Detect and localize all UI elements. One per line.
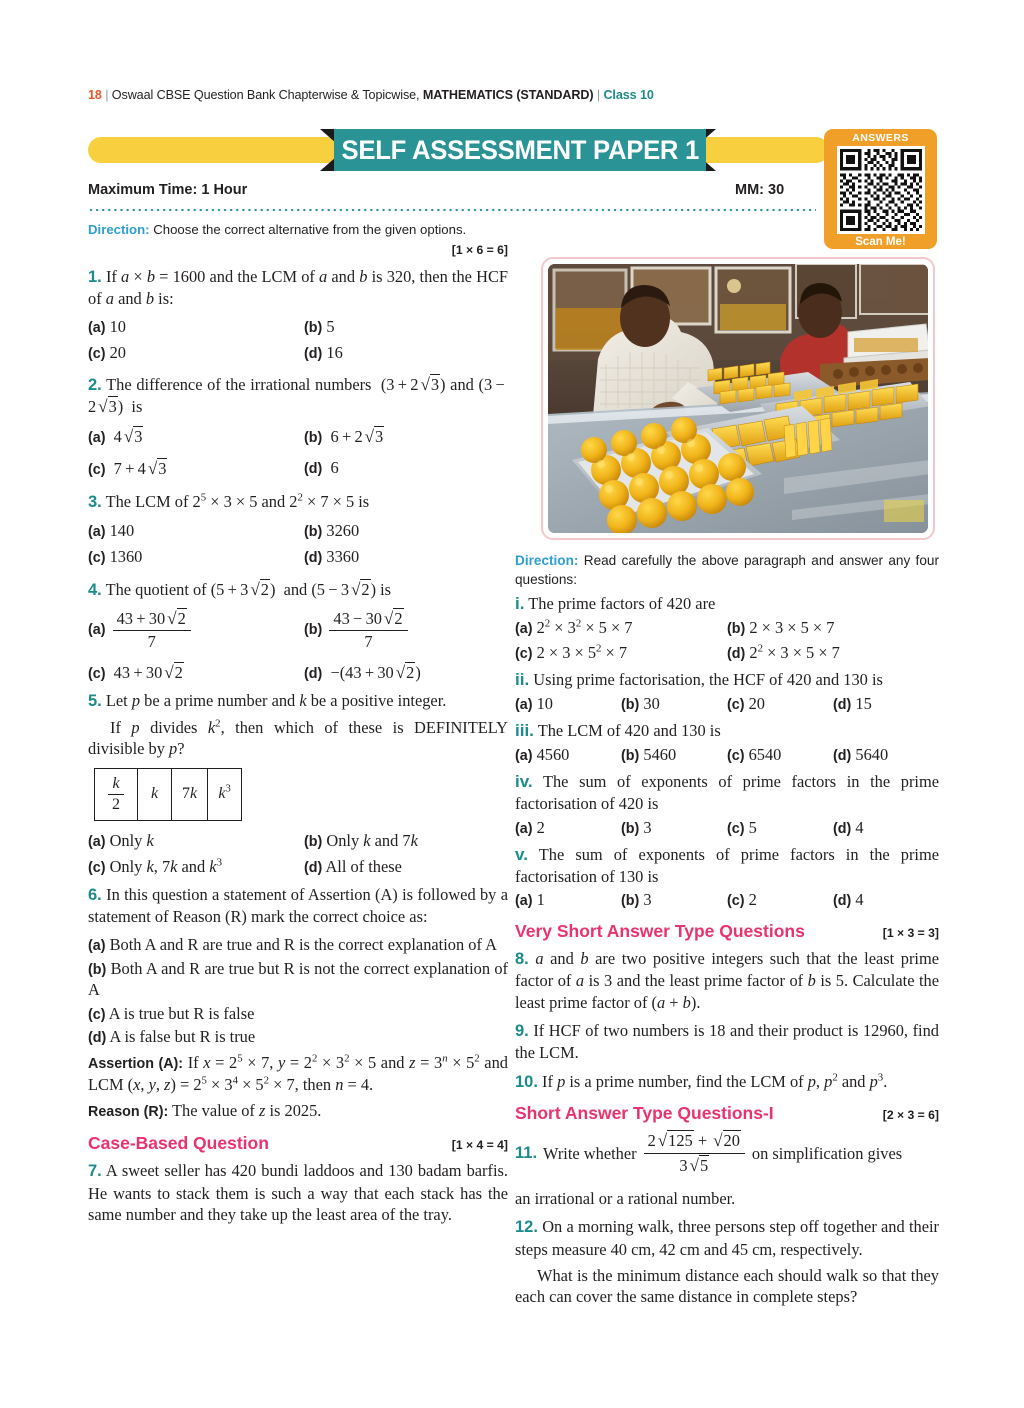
sub-question-iii-number: iii. xyxy=(515,721,534,741)
question-11-fraction: $\frac{2 √125 + √20}{3 √5}$ xyxy=(644,1130,745,1178)
option-3b[interactable] xyxy=(298,521,508,541)
table-cell-k-over-2: $\frac{k}{2}$ xyxy=(95,768,138,820)
option-6a[interactable] xyxy=(88,934,508,956)
option-iv-d-value: 4 xyxy=(855,817,864,837)
option-6d[interactable] xyxy=(88,1026,508,1048)
right-column xyxy=(515,552,939,1315)
option-ii-a-value: 10 xyxy=(536,694,553,714)
option-2d[interactable]: (d) 6 xyxy=(304,457,339,477)
vsa-section-header xyxy=(515,921,939,942)
option-ii-c[interactable] xyxy=(727,694,833,715)
option-2c[interactable]: (c) 7 + 4 √3 xyxy=(88,458,167,478)
question-4 xyxy=(88,579,508,601)
option-v-d-value: 4 xyxy=(855,889,864,909)
sub-question-ii-number: ii. xyxy=(515,670,530,690)
sub-ii-options xyxy=(515,694,939,715)
option-3d-value: 3360 xyxy=(326,547,360,567)
maximum-time: Maximum Time: 1 Hour xyxy=(88,182,248,198)
option-v-d-label: (d) xyxy=(833,892,852,909)
option-v-c-label: (c) xyxy=(727,892,745,909)
option-ii-c-label: (c) xyxy=(727,697,745,714)
question-1-options-row-2 xyxy=(88,343,508,363)
option-v-b[interactable] xyxy=(621,890,727,911)
option-1b-label: (b) xyxy=(304,319,323,336)
question-1-options-row-1 xyxy=(88,317,508,337)
option-4a[interactable] xyxy=(88,608,298,652)
option-1b[interactable] xyxy=(298,317,508,337)
option-iv-a-label: (a) xyxy=(515,820,533,837)
question-1 xyxy=(88,266,508,310)
option-4c[interactable]: (c) 43 + 30 √2 xyxy=(88,663,183,683)
option-iv-d-label: (d) xyxy=(833,820,852,837)
question-4-text: The quotient of (5 + 3 √2) and (5 − 3 √2) is xyxy=(105,579,392,599)
option-2b-label: (b) xyxy=(304,430,323,447)
option-2a[interactable]: (a) 4 √3 xyxy=(88,427,143,447)
option-iii-a-value: 4560 xyxy=(536,745,570,765)
option-4a-label: (a) xyxy=(88,621,106,638)
option-3c-value: 1360 xyxy=(109,547,143,567)
qr-top-label: ANSWERS xyxy=(852,132,909,144)
option-iii-a-label: (a) xyxy=(515,748,533,765)
option-2b[interactable]: (b) 6 + 2 √3 xyxy=(304,427,384,447)
question-7 xyxy=(88,1160,508,1225)
option-i-c-label: (c) xyxy=(515,646,533,663)
option-iii-d-label: (d) xyxy=(833,748,852,765)
option-iii-b-label: (b) xyxy=(621,748,640,765)
sub-question-iv-number: iv. xyxy=(515,772,533,792)
option-6b-label: (b) xyxy=(88,961,107,978)
vsa-heading: Very Short Answer Type Questions xyxy=(515,920,805,941)
option-ii-b[interactable] xyxy=(621,694,727,715)
assertion-text: If $x = 2^5 \times 7$, $y = 2^2 \times 3^2 \times 5$ and $z = 3^n \times 5^2$ and LCM (x, y, $z) = 2^5 \times 3^4 \times 5^2 \times 7$, then n = 4. xyxy=(88,1052,508,1094)
sub-question-i xyxy=(515,593,939,615)
table-cell-7k: 7k xyxy=(172,768,208,820)
option-iv-d[interactable] xyxy=(833,818,939,839)
option-v-b-label: (b) xyxy=(621,892,640,909)
question-10-text: If p is a prime number, find the LCM of p, $p^2$ and $p^3$. xyxy=(542,1071,888,1091)
question-5-table xyxy=(94,768,242,821)
direction-case-based xyxy=(515,552,939,590)
table-row xyxy=(95,768,242,820)
question-3-options-row-2 xyxy=(88,547,508,567)
sub-question-ii-text: Using prime factorisation, the HCF of 420 and 130 is xyxy=(533,670,883,690)
option-3c-label: (c) xyxy=(88,550,106,567)
direction-case-label: Direction: xyxy=(515,553,579,568)
qr-bottom-label: Scan Me! xyxy=(855,236,906,248)
option-1c-label: (c) xyxy=(88,346,106,363)
option-ii-b-label: (b) xyxy=(621,697,640,714)
option-iv-c[interactable] xyxy=(727,818,833,839)
question-6 xyxy=(88,884,508,928)
option-v-c-value: 2 xyxy=(748,889,757,909)
sub-question-iii xyxy=(515,720,939,742)
question-11-mid: on simplification gives xyxy=(751,1144,903,1164)
sub-question-i-number: i. xyxy=(515,593,525,613)
ribbon-teal-center xyxy=(334,129,706,171)
question-8 xyxy=(515,948,939,1013)
question-1-number: 1. xyxy=(88,268,102,286)
table-cell-k: k xyxy=(138,768,172,820)
question-2-number: 2. xyxy=(88,375,102,394)
question-12 xyxy=(515,1216,939,1260)
reason-text: The value of z is 2025. xyxy=(172,1100,322,1120)
question-11 xyxy=(515,1130,939,1178)
option-5a-label: (a) xyxy=(88,833,106,850)
option-ii-d-label: (d) xyxy=(833,697,852,714)
question-5 xyxy=(88,690,508,712)
option-5c[interactable]: (c) Only k, 7k and $k^3$ xyxy=(88,856,222,877)
option-i-d[interactable]: (d) $2^2 \times 3 \times 5 \times 7$ xyxy=(727,642,840,663)
question-9-text: If HCF of two numbers is 18 and their product is 12960, find the LCM. xyxy=(515,1020,939,1063)
sub-question-ii xyxy=(515,669,939,691)
sub-question-iv xyxy=(515,771,939,814)
option-ii-b-value: 30 xyxy=(643,694,660,714)
option-3b-value: 3260 xyxy=(326,520,360,540)
sub-question-v-number: v. xyxy=(515,844,528,864)
question-12-text: On a morning walk, three persons step off together and their steps measure 40 cm, 42 cm and 45 cm, respectively. xyxy=(515,1217,939,1259)
option-4b-fraction: $\frac{43 - 30 √2}{7}$ xyxy=(329,608,407,652)
question-2-options-row-1 xyxy=(88,426,508,447)
option-4b[interactable] xyxy=(298,608,508,652)
option-1a[interactable] xyxy=(88,317,298,337)
option-iv-c-label: (c) xyxy=(727,820,745,837)
direction-mcq xyxy=(88,222,648,237)
option-i-a[interactable]: (a) $2^2 \times 3^2 \times 5 \times 7$ xyxy=(515,617,633,637)
option-v-d[interactable] xyxy=(833,890,939,911)
option-1a-label: (a) xyxy=(88,319,106,336)
dotted-divider xyxy=(88,208,816,212)
option-v-a-label: (a) xyxy=(515,892,533,909)
case-study-image-frame xyxy=(541,257,935,540)
vsa-marks: [1 × 3 = 3] xyxy=(882,925,939,940)
case-based-heading: Case-Based Question xyxy=(88,1133,269,1154)
sweet-shop-illustration xyxy=(548,264,928,533)
sub-v-options xyxy=(515,890,939,911)
question-6-number: 6. xyxy=(88,885,102,904)
question-5-number: 5. xyxy=(88,691,102,710)
option-5d[interactable]: (d) All of these xyxy=(304,857,402,877)
ribbon-yellow-right xyxy=(701,137,829,163)
sweet-shop-photo xyxy=(548,264,928,533)
question-9 xyxy=(515,1020,939,1064)
question-5-options-row-2 xyxy=(88,857,508,877)
option-6b-value: Both A and R are true but R is not the correct explanation of A xyxy=(88,958,508,1000)
assertion-label: Assertion (A): xyxy=(88,1055,184,1072)
maximum-marks: MM: 30 xyxy=(735,182,785,198)
option-3a[interactable] xyxy=(88,521,298,541)
case-based-marks: [1 × 4 = 4] xyxy=(451,1138,508,1153)
sub-iv-options xyxy=(515,818,939,839)
option-6c-label: (c) xyxy=(88,1006,106,1023)
option-i-c[interactable]: (c) $2 \times 3 \times 5^2 \times 7$ xyxy=(515,642,628,663)
option-1d-label: (d) xyxy=(304,346,323,363)
option-1d-value: 16 xyxy=(326,343,343,363)
question-5-options-row-1 xyxy=(88,831,508,851)
option-v-a-value: 1 xyxy=(536,889,545,909)
direction-case-text: Read carefully the above paragraph and answer any four questions: xyxy=(515,553,939,587)
question-8-number: 8. xyxy=(515,949,529,968)
option-iii-b-value: 5460 xyxy=(643,745,677,765)
page-number: 18 xyxy=(88,88,102,102)
option-v-a[interactable] xyxy=(515,890,621,911)
option-iii-c-value: 6540 xyxy=(748,745,782,765)
option-2a-label: (a) xyxy=(88,430,106,447)
class-label: Class 10 xyxy=(603,88,654,102)
option-1c-value: 20 xyxy=(109,343,126,363)
option-ii-d[interactable] xyxy=(833,694,939,715)
option-5b[interactable]: (b) Only k and 7k xyxy=(304,830,418,850)
option-2d-label: (d) xyxy=(304,460,323,477)
sa1-marks: [2 × 3 = 6] xyxy=(882,1108,939,1123)
question-3 xyxy=(88,491,508,513)
sa1-section-header xyxy=(515,1103,939,1124)
question-6-text: In this question a statement of Assertion (A) is followed by a statement of Reason (R) mark the correct choice as: xyxy=(88,884,508,926)
sub-iii-options xyxy=(515,745,939,766)
sub-question-i-text: The prime factors of 420 are xyxy=(528,593,716,613)
option-1c[interactable] xyxy=(88,343,298,363)
sub-i-options-row-2 xyxy=(515,643,939,664)
option-4c-label: (c) xyxy=(88,666,106,683)
question-11-lead: Write whether xyxy=(543,1144,637,1164)
option-iv-b[interactable] xyxy=(621,818,727,839)
option-3b-label: (b) xyxy=(304,523,323,540)
question-10 xyxy=(515,1071,939,1093)
option-iv-a-value: 2 xyxy=(536,817,545,837)
option-ii-d-value: 15 xyxy=(855,694,872,714)
paper-title: SELF ASSESSMENT PAPER 1 xyxy=(341,134,699,165)
option-5d-label: (d) xyxy=(304,860,323,877)
option-iv-b-value: 3 xyxy=(643,817,652,837)
qr-code-svg xyxy=(837,146,925,234)
sub-question-iii-text: The LCM of 420 and 130 is xyxy=(537,721,721,741)
answers-qr-card[interactable] xyxy=(824,129,937,249)
option-6a-label: (a) xyxy=(88,938,106,955)
option-ii-a[interactable] xyxy=(515,694,621,715)
assertion-statement xyxy=(88,1052,508,1095)
option-3a-value: 140 xyxy=(109,520,135,540)
option-iii-a[interactable] xyxy=(515,745,621,766)
mcq-marks: [1 × 6 = 6] xyxy=(451,243,508,257)
option-4d[interactable]: (d) −(43 + 30 √2) xyxy=(304,663,421,683)
option-3c[interactable] xyxy=(88,547,298,567)
question-4-options-row-2 xyxy=(88,662,508,683)
left-column xyxy=(88,266,508,1233)
question-2-options-row-2 xyxy=(88,458,508,479)
reason-statement xyxy=(88,1100,508,1122)
sub-question-v xyxy=(515,844,939,887)
sub-i-options-row-1 xyxy=(515,618,939,639)
option-iii-c[interactable] xyxy=(727,745,833,766)
question-7-number: 7. xyxy=(88,1162,102,1181)
subject-title: MATHEMATICS (STANDARD) xyxy=(422,88,594,102)
option-4b-label: (b) xyxy=(304,621,323,638)
option-4d-label: (d) xyxy=(304,666,323,683)
running-head: 18 | Oswaal CBSE Question Bank Chapterwise & Topicwise, MATHEMATICS (STANDARD) | Class 10 xyxy=(88,88,654,102)
sub-question-v-text: The sum of exponents of prime factors in the prime factorisation of 130 is xyxy=(515,844,940,886)
question-11-tail: an irrational or a rational number. xyxy=(515,1188,736,1208)
sub-question-iv-text: The sum of exponents of prime factors in the prime factorisation of 420 is xyxy=(515,772,939,814)
option-6c[interactable] xyxy=(88,1003,508,1025)
option-1a-value: 10 xyxy=(109,316,126,336)
book-title: Oswaal CBSE Question Bank Chapterwise & Topicwise, xyxy=(111,88,420,102)
option-3d-label: (d) xyxy=(304,550,323,567)
option-iii-d[interactable] xyxy=(833,745,939,766)
option-1d[interactable] xyxy=(298,343,508,363)
option-3d[interactable] xyxy=(298,547,508,567)
question-5-line1: Let p be a prime number and k be a positive integer. xyxy=(105,690,447,710)
option-1b-value: 5 xyxy=(326,316,335,336)
direction-label: Direction: xyxy=(88,222,150,237)
question-2-text: The difference of the irrational numbers (3 + 2 √3) and (3 − 2 √3) is xyxy=(88,374,509,417)
question-4-options-row-1 xyxy=(88,608,508,652)
case-based-section-header xyxy=(88,1133,508,1154)
option-6d-value: A is false but R is true xyxy=(109,1027,256,1047)
table-cell-k3: $k^3$ xyxy=(208,768,242,820)
option-iii-b[interactable] xyxy=(621,745,727,766)
question-3-options-row-1 xyxy=(88,521,508,541)
sa1-heading: Short Answer Type Questions-I xyxy=(515,1103,774,1124)
option-3a-label: (a) xyxy=(88,523,106,540)
option-i-b-label: (b) xyxy=(727,620,746,637)
option-iii-d-value: 5640 xyxy=(855,745,889,765)
paper-title-banner xyxy=(88,128,844,172)
option-v-b-value: 3 xyxy=(643,889,652,909)
question-7-text: A sweet seller has 420 bundi laddoos and 130 badam barfis. He wants to stack them is such a way that each stack has the same number and they take up the least area of the tray. xyxy=(88,1161,508,1225)
option-6b[interactable] xyxy=(88,958,508,1001)
question-3-text: The LCM of $2^5 \times 3 \times 5$ and $2^2 \times 7 \times 5$ is xyxy=(105,491,370,512)
question-1-text: If a × b = 1600 and the LCM of a and b is 320, then the HCF of a and b is: xyxy=(88,267,509,309)
option-iii-c-label: (c) xyxy=(727,748,745,765)
option-6a-value: Both A and R are true and R is the correct explanation of A xyxy=(109,935,497,955)
option-6c-value: A is true but R is false xyxy=(108,1003,255,1023)
option-v-c[interactable] xyxy=(727,890,833,911)
option-6d-label: (d) xyxy=(88,1030,107,1047)
question-12-number: 12. xyxy=(515,1218,538,1237)
option-i-b[interactable]: (b) 2 × 3 × 5 × 7 xyxy=(727,617,835,637)
question-11-number: 11. xyxy=(515,1144,538,1163)
option-5a[interactable]: (a) Only k xyxy=(88,830,154,850)
question-3-number: 3. xyxy=(88,493,102,512)
question-9-number: 9. xyxy=(515,1021,529,1040)
option-2c-label: (c) xyxy=(88,461,106,478)
direction-text: Choose the correct alternative from the given options. xyxy=(153,222,467,237)
question-8-text: a and b are two positive integers such that the least prime factor of a is 3 and the least prime factor of b is 5. Calculate the least prime factor of (a + b). xyxy=(515,948,939,1012)
option-ii-c-value: 20 xyxy=(748,694,765,714)
qr-code[interactable] xyxy=(837,146,925,234)
question-5-line2: If p divides $k^2$, then which of these is DEFINITELY divisible by p? xyxy=(88,717,508,759)
option-iv-b-label: (b) xyxy=(621,820,640,837)
option-4a-fraction: $\frac{43 + 30 √2}{7}$ xyxy=(113,608,191,652)
question-10-number: 10. xyxy=(515,1072,538,1091)
option-iv-a[interactable] xyxy=(515,818,621,839)
question-12-text2: What is the minimum distance each should walk so that they each can cover the same distance in complete steps? xyxy=(515,1265,939,1307)
option-i-a-label: (a) xyxy=(515,620,533,637)
option-5b-label: (b) xyxy=(304,833,323,850)
question-4-number: 4. xyxy=(88,580,102,599)
option-5c-label: (c) xyxy=(88,860,106,877)
option-i-d-label: (d) xyxy=(727,646,746,663)
question-2 xyxy=(88,374,508,419)
option-ii-a-label: (a) xyxy=(515,697,533,714)
option-iv-c-value: 5 xyxy=(748,817,757,837)
reason-label: Reason (R): xyxy=(88,1103,169,1120)
